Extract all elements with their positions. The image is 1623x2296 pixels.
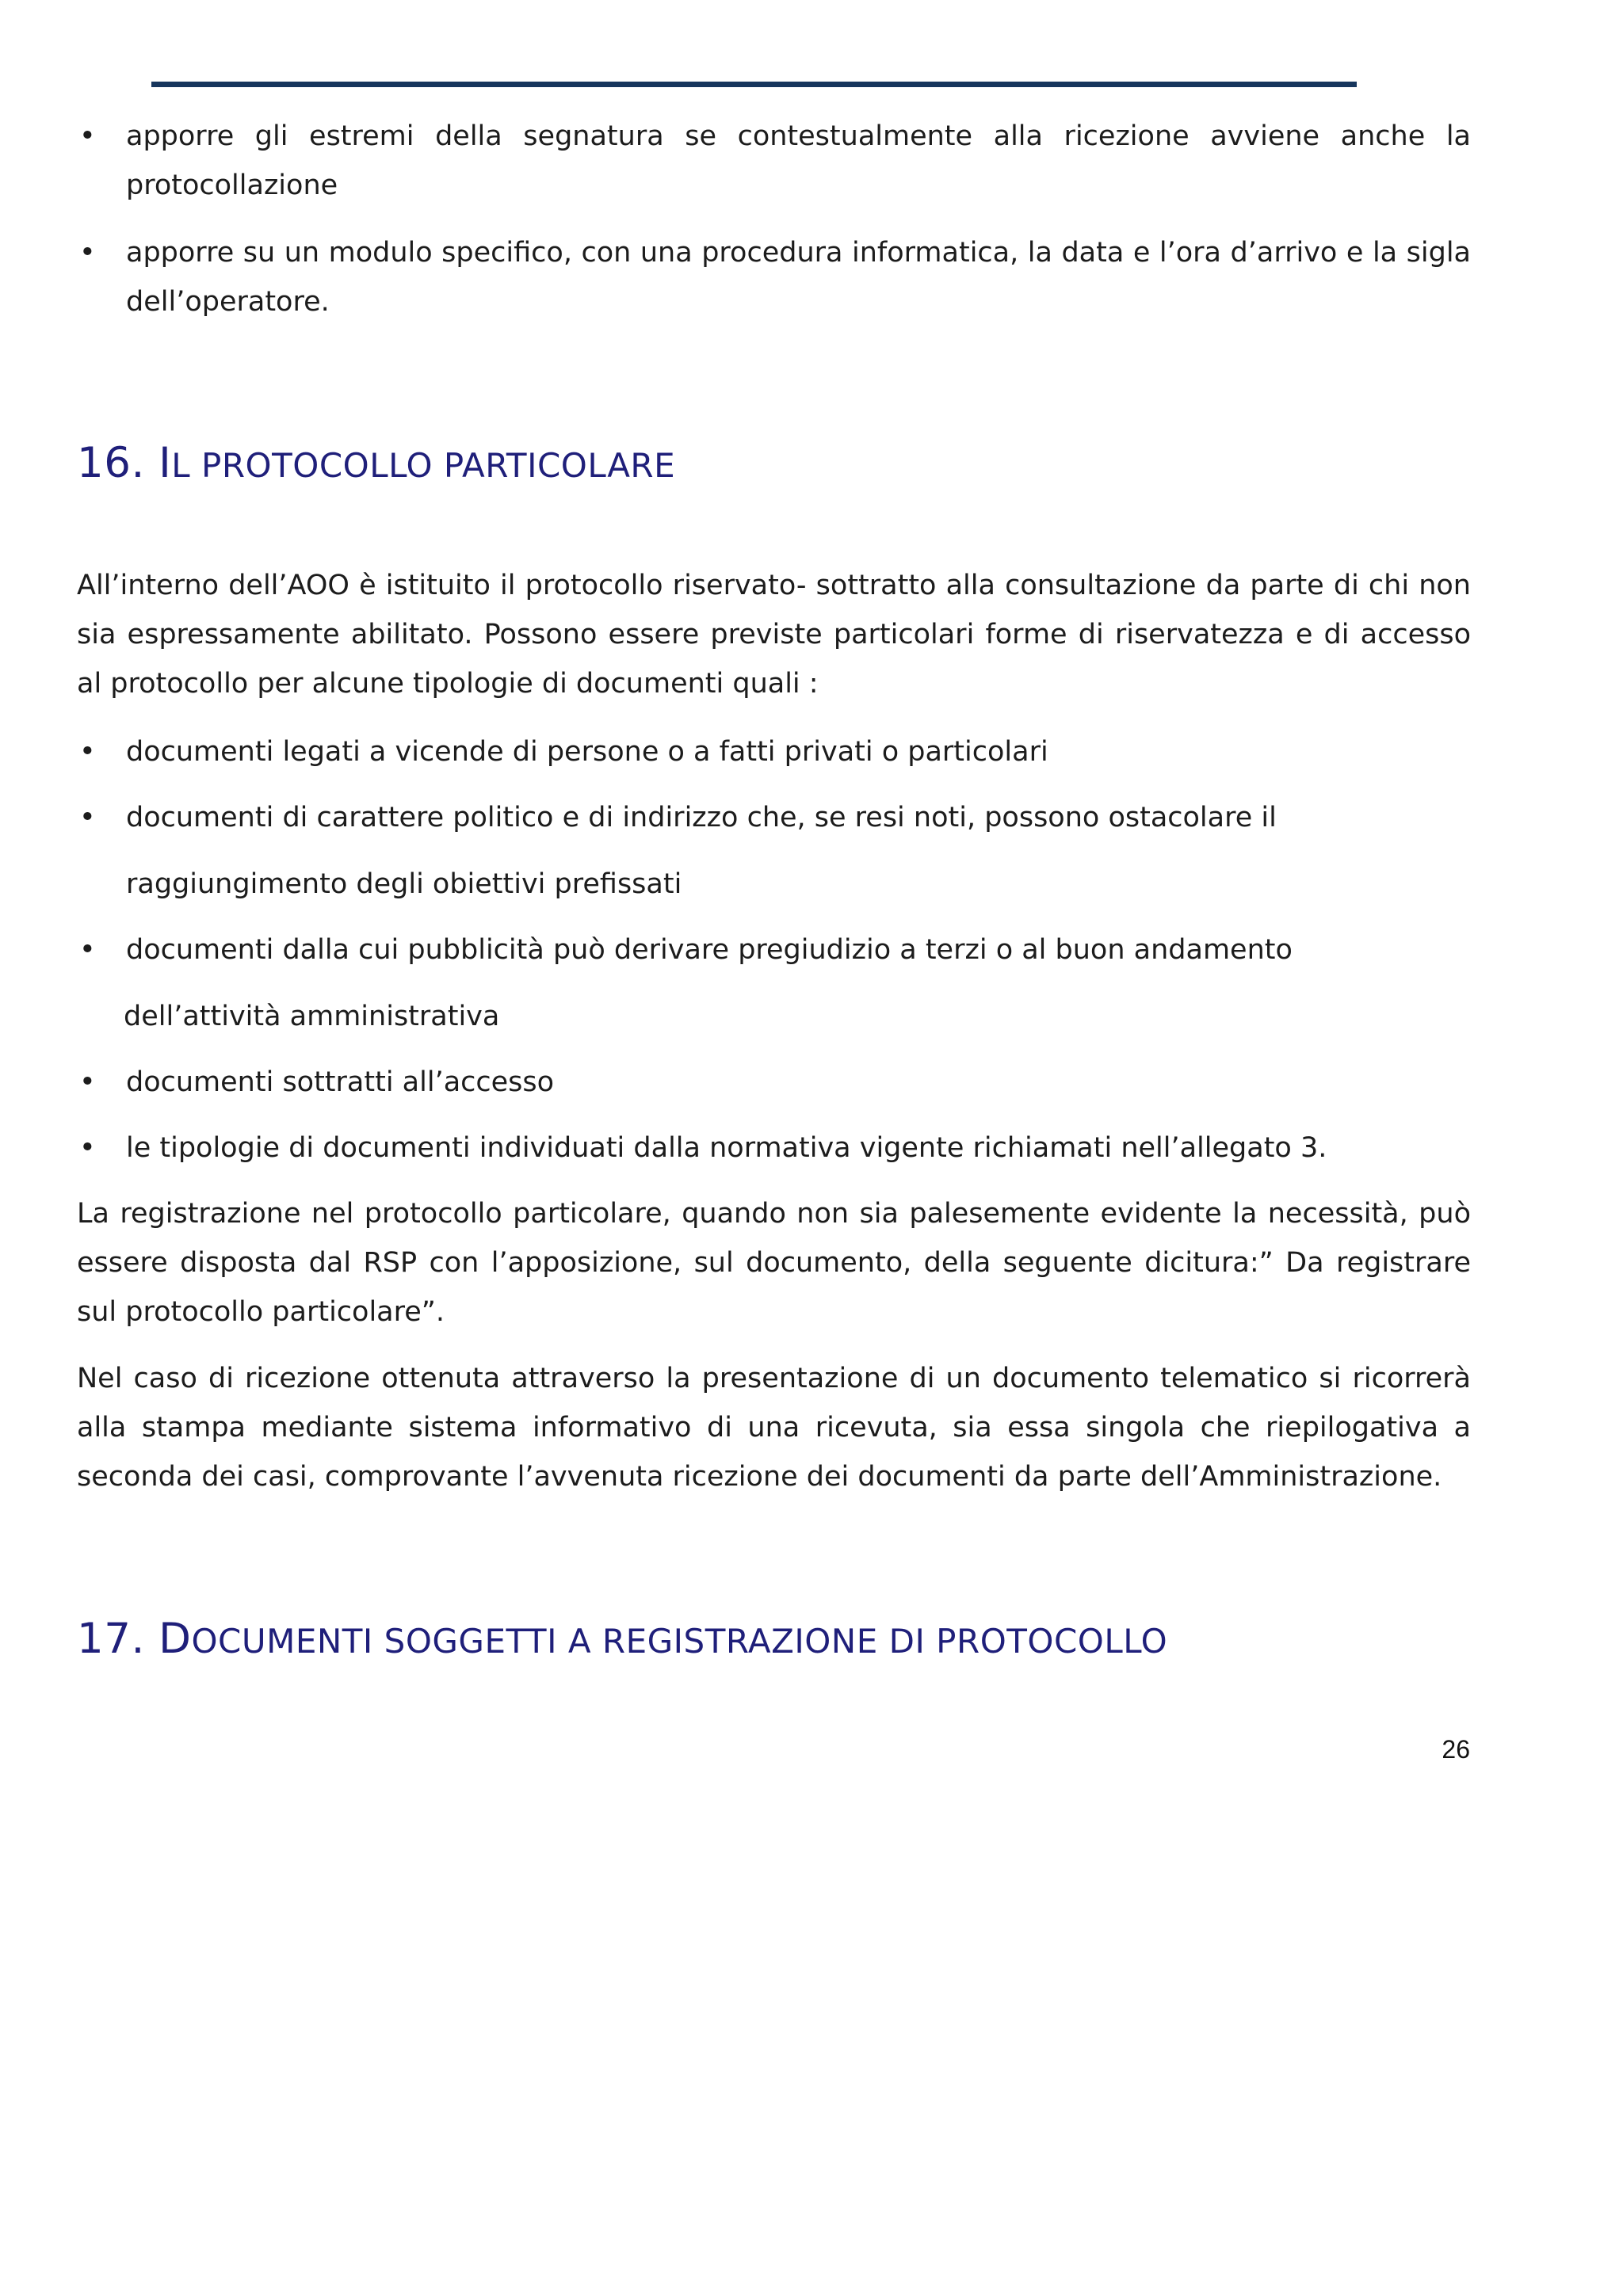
body-paragraph: Nel caso di ricezione ottenuta attraverso la presentazione di un documento telematico si ricorrerà alla stampa mediante sistema informativo di una ricevuta, sia essa singola che riepilogativa a seconda dei casi, comprovante l’avvenuta ricezione dei documenti da parte dell’Amministrazione.	[77, 1363, 1471, 1493]
header-rule	[151, 82, 1357, 87]
list-item-continuation: dell’operatore.	[126, 286, 330, 318]
section-intro-paragraph: All’interno dell’AOO è istituito il protocollo riservato- sottratto alla consultazione da parte di chi non sia espressamente abilitato. Possono essere previste particolari forme di riservatezza e di accesso al protocollo per alcune tipologie di documenti quali :	[77, 570, 1471, 700]
list-item-text: documenti di carattere politico e di indirizzo che, se resi noti, possono ostacolare il	[126, 802, 1277, 833]
bullet-icon: •	[79, 1132, 96, 1164]
heading-text: OCUMENTI SOGGETTI A REGISTRAZIONE DI PROTOCOLLO	[191, 1622, 1168, 1661]
list-item-continuation: dell’attività amministrativa	[124, 1001, 500, 1032]
list-item-continuation: raggiungimento degli obiettivi prefissati	[126, 868, 682, 900]
list-item-text: apporre gli estremi della segnatura se contestualmente alla ricezione avviene anche la	[126, 120, 1471, 152]
bullet-icon: •	[79, 934, 96, 966]
list-item-text: documenti legati a vicende di persone o a fatti privati o particolari	[126, 736, 1048, 768]
section-heading-17	[77, 1611, 1167, 1669]
bullet-icon: •	[79, 1066, 96, 1098]
list-item-text: le tipologie di documenti individuati dalla normativa vigente richiamati nell’allegato 3.	[126, 1132, 1327, 1164]
section-number: 16.	[77, 439, 159, 487]
list-item-continuation: protocollazione	[126, 170, 338, 201]
bullet-icon: •	[79, 736, 96, 768]
section-number: 17.	[77, 1615, 159, 1663]
section-heading-16	[77, 436, 675, 494]
page-number: 26	[1442, 1735, 1470, 1764]
heading-initial: I	[158, 439, 172, 487]
list-item-text: documenti sottratti all’accesso	[126, 1066, 555, 1098]
heading-text: L PROTOCOLLO PARTICOLARE	[171, 446, 676, 485]
list-item-text: documenti dalla cui pubblicità può derivare pregiudizio a terzi o al buon andamento	[126, 934, 1293, 966]
body-paragraph: La registrazione nel protocollo particolare, quando non sia palesemente evidente la necessità, può essere disposta dal RSP con l’apposizione, sul documento, della seguente dicitura:” Da registrare sul protocollo particolare”.	[77, 1198, 1471, 1328]
list-item-text: apporre su un modulo specifico, con una procedura informatica, la data e l’ora d’arrivo e la sigla	[126, 237, 1471, 269]
heading-initial: D	[158, 1615, 192, 1663]
bullet-icon: •	[79, 120, 96, 152]
bullet-icon: •	[79, 237, 96, 269]
bullet-icon: •	[79, 802, 96, 833]
